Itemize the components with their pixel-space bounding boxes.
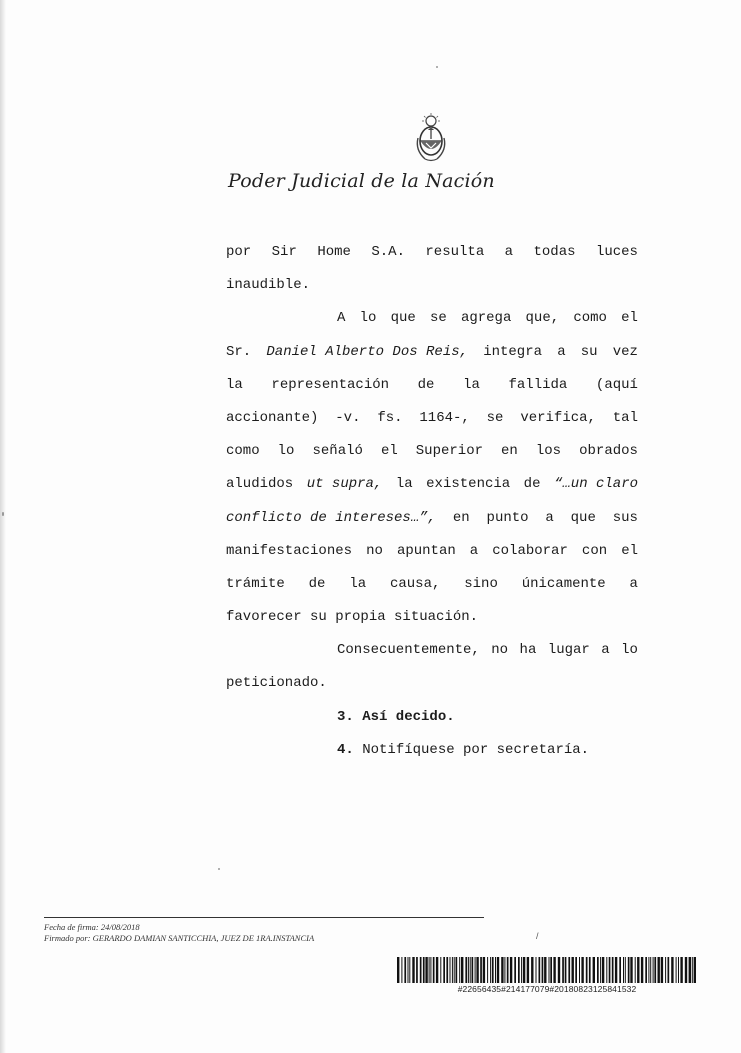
text-word: apuntan	[396, 542, 456, 559]
barcode-bar	[461, 957, 463, 983]
barcode-bar	[459, 957, 460, 983]
barcode-bar	[454, 957, 455, 983]
text-line	[226, 369, 638, 402]
barcode-bar	[504, 957, 505, 983]
text-word: la	[463, 376, 480, 393]
barcode-bar	[653, 957, 654, 983]
text-word: integra	[483, 343, 543, 360]
text-word: por	[226, 244, 252, 260]
barcode-bar	[523, 957, 525, 983]
barcode-bar	[692, 957, 693, 983]
text-word: luces	[595, 244, 638, 260]
text-word: de	[523, 476, 541, 493]
barcode-bar	[661, 957, 663, 983]
barcode-bar	[539, 957, 541, 983]
text-word: a	[545, 509, 554, 526]
text-line	[226, 236, 638, 269]
text-word: Home	[317, 244, 351, 260]
text-word: lugar	[547, 642, 590, 659]
text-word: vez	[612, 343, 638, 360]
barcode-bar	[593, 957, 595, 983]
text-word: a	[469, 542, 479, 559]
barcode-bar	[527, 957, 529, 983]
barcode-bar	[490, 957, 491, 983]
barcode-bar	[456, 957, 458, 983]
barcode-bar	[550, 957, 552, 983]
barcode-bar	[678, 957, 679, 983]
text-word: representación	[271, 376, 390, 393]
text-word: inaudible.	[226, 277, 311, 294]
text-word: causa,	[389, 575, 441, 592]
text-word: señaló	[312, 443, 363, 460]
barcode-bar	[549, 957, 550, 983]
text-word: todas	[533, 244, 576, 260]
barcode-bar	[497, 957, 499, 983]
barcode-bar	[404, 957, 406, 983]
resolution-body	[226, 236, 638, 767]
text-word: en	[452, 509, 470, 526]
text-line	[226, 302, 638, 335]
barcode-bar	[450, 957, 451, 983]
text-word: Sir	[271, 244, 297, 260]
barcode-bar	[625, 957, 626, 983]
barcode-bar	[623, 957, 624, 983]
barcode-bar	[542, 957, 544, 983]
signature-divider	[44, 917, 484, 918]
text-line	[226, 701, 638, 734]
text-word: accionante)	[226, 409, 319, 426]
text-word: sus	[612, 509, 638, 526]
barcode-bar	[609, 957, 611, 983]
barcode-bar	[635, 957, 636, 983]
barcode-bar	[606, 957, 607, 983]
barcode-bar	[630, 957, 632, 983]
barcode-bar	[409, 957, 410, 983]
barcode-bar	[544, 957, 546, 983]
text-word: -v.	[335, 409, 361, 426]
text-word: aludidos	[226, 476, 294, 493]
barcode-bar	[671, 957, 673, 983]
barcode-bar	[665, 957, 666, 983]
barcode-bar	[472, 957, 474, 983]
text-line	[226, 667, 638, 700]
signature-date: Fecha de firma: 24/08/2018	[44, 922, 140, 932]
barcode-bar	[575, 957, 577, 983]
text-line	[226, 269, 638, 302]
barcode-bar	[423, 957, 425, 983]
text-word: trámite	[226, 575, 285, 592]
barcode-bar	[531, 957, 533, 983]
barcode-bar	[470, 957, 471, 983]
text-word: se	[429, 310, 447, 327]
barcode-bar	[645, 957, 647, 983]
text-word: su	[580, 343, 598, 360]
barcode-bar	[510, 957, 512, 983]
barcode-bar	[443, 957, 445, 983]
text-word: con	[581, 542, 608, 559]
barcode-bar	[446, 957, 448, 983]
text-word: A	[337, 310, 346, 327]
text-word: Daniel Alberto Dos Reis,	[266, 343, 469, 360]
text-line	[226, 634, 638, 667]
barcode-bar	[586, 957, 588, 983]
barcode-bar	[685, 957, 687, 983]
text-line	[226, 535, 638, 568]
text-word: a	[629, 575, 638, 592]
barcode-bar	[433, 957, 435, 983]
barcode-bar	[689, 957, 691, 983]
signature-signer: Firmado por: GERARDO DAMIAN SANTICCHIA, JUEZ DE 1RA.INSTANCIA	[44, 933, 315, 943]
text-word: de	[417, 376, 435, 393]
barcode-bar	[468, 957, 469, 983]
scan-speck	[436, 66, 438, 68]
text-word: (aquí	[595, 376, 638, 393]
barcode-bar	[401, 957, 402, 983]
barcode-bar	[440, 957, 441, 983]
barcode-bar	[641, 957, 643, 983]
text-word: los	[535, 443, 562, 460]
text-word: 4. Notifíquese por secretaría.	[337, 741, 590, 758]
text-word: colaborar	[492, 542, 568, 559]
barcode-bar	[612, 957, 614, 983]
text-line	[226, 568, 638, 601]
barcode-bar	[465, 957, 467, 983]
barcode-bar	[487, 957, 488, 983]
text-word: únicamente	[521, 575, 606, 592]
text-word: a	[504, 244, 514, 260]
text-word: existencia	[426, 476, 511, 493]
text-word: que	[390, 310, 416, 327]
barcode-bar	[568, 957, 570, 983]
barcode-bar	[476, 957, 478, 983]
barcode-bar	[648, 957, 649, 983]
barcode-bar	[658, 957, 660, 983]
barcode-bar	[480, 957, 482, 983]
text-word: que	[570, 509, 596, 526]
text-word: de	[308, 575, 326, 592]
barcode-bar	[650, 957, 651, 983]
barcode-bar	[558, 957, 560, 983]
barcode-bar	[579, 957, 580, 983]
text-word: resulta	[425, 244, 485, 260]
text-word: Superior	[415, 443, 483, 460]
barcode-bar	[553, 957, 555, 983]
text-word: favorecer su propia situación.	[226, 609, 479, 626]
barcode-number: #22656435#214177079#20180823125841532	[457, 984, 637, 994]
barcode-bar	[475, 957, 476, 983]
barcode-bar	[430, 957, 431, 983]
court-header-title: Poder Judicial de la Nación	[228, 170, 495, 192]
barcode-bar	[597, 957, 599, 983]
barcode-bar	[429, 957, 430, 983]
barcode-bar	[501, 957, 503, 983]
barcode-bar	[615, 957, 617, 983]
text-word: la	[349, 575, 367, 592]
barcode-bar	[565, 957, 567, 983]
barcode-bar	[514, 957, 516, 983]
text-word: sino	[464, 575, 498, 592]
text-word: lo	[359, 310, 377, 327]
text-word: punto	[486, 509, 529, 526]
text-word: la	[226, 376, 243, 393]
text-word: en	[501, 443, 518, 460]
barcode-bar	[492, 957, 494, 983]
text-word: conflicto de intereses…”,	[226, 509, 437, 526]
barcode-bar	[694, 957, 696, 983]
barcode-bar	[420, 957, 422, 983]
barcode-bar	[602, 957, 604, 983]
barcode-bar	[397, 957, 399, 983]
barcode-bar	[425, 957, 427, 983]
barcode-bar	[408, 957, 409, 983]
barcode-bar	[412, 957, 414, 983]
text-word: lo	[621, 642, 638, 659]
document-barcode	[397, 957, 697, 983]
barcode-bar	[600, 957, 601, 983]
text-line	[226, 402, 638, 435]
text-word: 3. Así decido.	[337, 708, 455, 725]
barcode-bar	[436, 957, 438, 983]
text-line	[226, 336, 638, 369]
text-word: Consecuentemente,	[337, 642, 480, 659]
text-word: ut supra,	[306, 476, 383, 493]
text-word: manifestaciones	[226, 542, 353, 559]
barcode-bar	[416, 957, 418, 983]
text-line	[226, 734, 638, 767]
barcode-bar	[495, 957, 496, 983]
scan-speck	[2, 512, 4, 516]
text-word: se	[486, 409, 504, 426]
barcode-bar	[581, 957, 583, 983]
barcode-bar	[507, 957, 509, 983]
text-word: ha	[519, 642, 537, 659]
scan-speck	[218, 868, 220, 870]
barcode-bar	[676, 957, 677, 983]
barcode-bar	[654, 957, 656, 983]
barcode-bar	[619, 957, 621, 983]
text-word: “…un claro	[553, 476, 638, 493]
coat-of-arms-icon	[413, 112, 449, 164]
text-line	[226, 468, 638, 501]
barcode-bar	[536, 957, 537, 983]
barcode-bar	[521, 957, 522, 983]
text-word: el	[621, 542, 638, 559]
barcode-bar	[572, 957, 574, 983]
text-word: la	[395, 476, 413, 493]
text-word: a	[601, 642, 610, 659]
barcode-bar	[637, 957, 639, 983]
text-word: fallida	[508, 376, 568, 393]
text-word: el	[380, 443, 398, 460]
barcode-bar	[680, 957, 682, 983]
text-word: S.A.	[371, 244, 405, 260]
text-word: como	[573, 310, 607, 327]
text-word: a	[557, 343, 566, 360]
text-word: no	[491, 642, 509, 659]
barcode-bar	[562, 957, 564, 983]
text-word: tal	[612, 409, 638, 426]
text-line	[226, 601, 638, 634]
text-word: no	[366, 542, 383, 559]
barcode-bar	[452, 957, 453, 983]
barcode-bar	[628, 957, 630, 983]
text-word: lo	[277, 443, 295, 460]
text-word: el	[621, 310, 638, 327]
text-word: Sr.	[226, 343, 252, 360]
text-word: que,	[525, 310, 560, 327]
barcode-bar	[518, 957, 520, 983]
text-line	[226, 435, 638, 468]
text-word: peticionado.	[226, 675, 327, 692]
text-word: 1164-,	[419, 409, 470, 426]
text-word: verifica,	[520, 409, 596, 426]
barcode-bar	[589, 957, 591, 983]
text-word: fs.	[377, 409, 403, 426]
scan-edge-shadow	[0, 0, 6, 1053]
scan-mark: /	[536, 931, 539, 941]
text-line	[226, 502, 638, 535]
text-word: agrega	[460, 310, 512, 327]
text-word: como	[226, 443, 260, 460]
barcode-bar	[668, 957, 670, 983]
signature-metadata	[44, 922, 504, 944]
barcode-bar	[483, 957, 485, 983]
text-word: obrados	[579, 443, 638, 460]
